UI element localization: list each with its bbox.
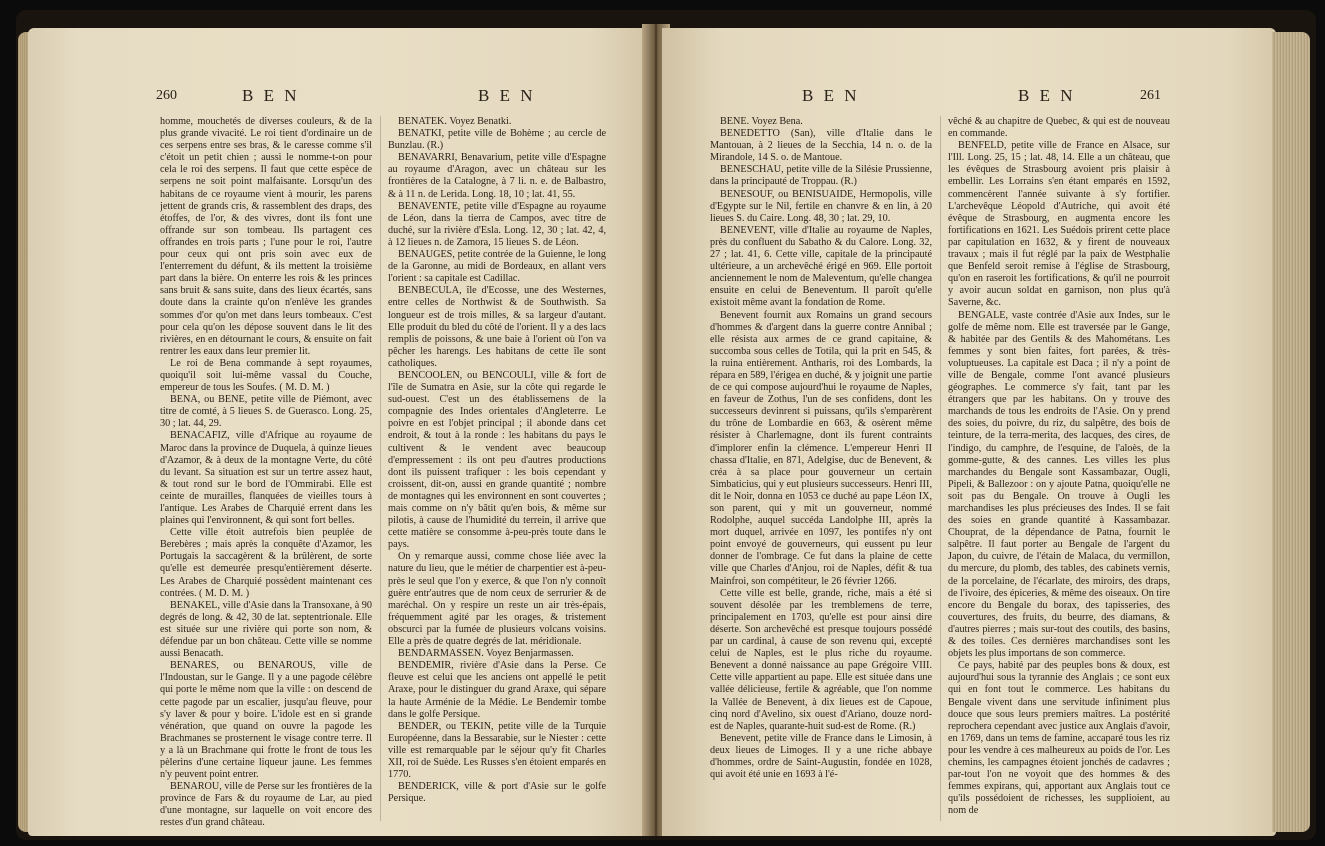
running-head-right-col1: B E N (802, 86, 860, 105)
entry-paragraph: homme, mouchetés de diverses couleurs, & de la plus grande vivacité. Le roi tient d'ordinaire un de ces serpens entre ses bras, & le caresse comme s'il c'étoit un petit chien ; aussi le nomme-t-on pour cela le roi des serpens. Il faut que cette espèce de serpens ne soit point malfaisante. Lorsqu'un des habitans de ce royaume vient à mourir, les parens jettent de grands cris, & rassemblent des draps, des étoffes, de l'or, & des vivres, dont ils font une offrande sur son tombeau. Ils partagent ces offrandes en trois parts ; l'une pour le roi, l'autre pour ceux qui ont pris soin avec eux de l'enterrement du défunt, & ils mettent la troisième part dans la bière. On enterre les rois & les princes sans bruit & sans suite, dans des lieux écartés, sans doute dans la crainte qu'on n'enlève les grandes sommes d'or qu'on met dans leurs tombeaux. C'est pour cela qu'on les dépose souvent dans le lit des rivières, en en détournant le cours, & ensuite on fait rentrer les eaux dans leur premier lit. (160, 116, 372, 357)
entry-paragraph: BENAVENTE, petite ville d'Espagne au royaume de Léon, dans la tierra de Campos, avec titre de duché, sur la rivière d'Esla. Long. 12, 30 ; lat. 42, 4, à 12 lieues n. de Zamora, 15 lieues S. de Léon. (388, 200, 606, 248)
left-column-1 (160, 116, 372, 828)
page-number-right: 261 (1140, 88, 1161, 103)
right-column-2 (948, 116, 1170, 828)
right-column-1 (710, 116, 932, 828)
entry-paragraph: Benevent, petite ville de France dans le Limosin, à deux lieues de Limoges. Il y a une riche abbaye d'hommes, ordre de Saint-Augustin, fondée en 1028, qui avoit été unie en 1693 à l'é- (710, 732, 932, 781)
entry-paragraph: BENA, ou BENE, petite ville de Piémont, avec titre de comté, à 5 lieues S. de Guerasco. Long. 25, 30 ; lat. 44, 29. (160, 394, 372, 430)
entry-paragraph: BENEVENT, ville d'Italie au royaume de Naples, près du confluent du Sabatho & du Calore. Long. 32, 27 ; lat. 41, 6. Cette ville, capitale de la principauté ultérieure, a un archevêché érigé en 969. Elle portoit anciennement le nom de Maleventum, qu'elle changea ensuite en celui de Beneventum. Il paroît qu'elle existoit même avant la fondation de Rome. (710, 224, 932, 309)
entry-paragraph: Cette ville est belle, grande, riche, mais a été si souvent désolée par les tremblemens de terre, principalement en 1703, qu'elle est pour ainsi dire déserte. Son archevêché est presque toujours possédé par un cardinal, à cause de son revenu qui, excepté celui de Naples, est le plus riche du royaume. Benevent a donné naissance au pape Grégoire VIII. Cette ville appartient au pape. Elle est située dans une vallée délicieuse, fertile & agréable, que l'on nomme la Vallée de Benevent, à dix lieues est de Capoue, cinq nord d'Avelino, six ouest d'Ariano, douze nord-est de Naples, quarante-huit sud-est de Rome. (R.) (710, 587, 932, 732)
entry-paragraph: BENARES, ou BENAROUS, ville de l'Indoustan, sur le Gange. Il y a une pagode célèbre qui porte le même nom que la ville : on descend de cette pagode par un escalier, jusqu'au fleuve, pour s'y laver & pour y boire. L'idole est en si grande vénération, que quand on ouvre la pagode les Brachmanes se prosternent le visage contre terre. Il y a là un Brachmane qui frotte le front de tous les pèlerins d'une certaine liqueur jaune. Les femmes n'y peuvent point entrer. (160, 660, 372, 781)
entry-paragraph: BENAVARRI, Benavarium, petite ville d'Espagne au royaume d'Aragon, avec un château sur les frontières de la Catalogne, à 7 li. n. e. de Balbastro, & à 11 n. de Lerida. Long. 18, 10 ; lat. 41, 55. (388, 152, 606, 200)
entry-paragraph: BENEDETTO (San), ville d'Italie dans le Mantouan, à 2 lieues de la Secchia, 14 n. o. de la Mirandole, 14 S. o. de Mantoue. (710, 128, 932, 164)
entry-paragraph: BENCOOLEN, ou BENCOULI, ville & fort de l'île de Sumatra en Asie, sur la côte qui regarde le sud-ouest. C'est un des établissemens de la compagnie des Indes orientales d'Angleterre. Le poivre en est l'objet principal ; il abonde dans cet endroit, & tout à la ronde : les habitans du pays le cultivent & le vendent avec beaucoup d'empressement : ils ont peu d'autres productions dont ils puissent trafiquer : les bois cependant y croissent, dit-on, aussi en grande quantité ; nombre de montagnes qui les environnent en sont couvertes ; mais comme on n'y bâtit qu'en bois, & même sur pilotis, à cause de l'humidité du terrein, il arrive que cette matière se consomme à-peu-près toute dans le pays. (388, 369, 606, 551)
running-head-left-col2: B E N (478, 86, 536, 105)
entry-paragraph: Ce pays, habité par des peuples bons & doux, est aujourd'hui sous la tyrannie des Anglais ; ce sont eux qui en font tout le commerce. Les habitans du Bengale vivent dans une servitude infiniment plus douce que sous leurs premiers maîtres. La postérité reprochera cependant avec justice aux Anglais d'avoir, en 1769, dans un tems de famine, accaparé tous les riz pour les vendre à ces malheureux au poids de l'or. Les chemins, les campagnes étoient jonchés de cadavres ; par-tout l'on ne voyoit que des hommes & des femmes expirans, qui, apportant aux Anglais tout ce qu'ils possédoient de richesses, les supplioient, au nom de (948, 660, 1170, 817)
entry-paragraph: BENE. Voyez Bena. (720, 116, 803, 127)
column-rule (940, 116, 941, 821)
entry-paragraph: BENAUGES, petite contrée de la Guienne, le long de la Garonne, au midi de Bordeaux, en allant vers l'orient : sa capitale est Cadillac. (388, 249, 606, 285)
entry-paragraph: BENATKI, petite ville de Bohème ; au cercle de Bunzlau. (R.) (388, 128, 606, 152)
left-page (28, 28, 650, 836)
entry-paragraph: BENAROU, ville de Perse sur les frontières de la province de Fars & du royaume de Lar, au pied d'une montagne, sur laquelle on voit encore des restes d'un grand château. (160, 781, 372, 828)
entry-paragraph: BENDEMIR, rivière d'Asie dans la Perse. Ce fleuve est celui que les anciens ont appellé le petit Araxe, pour le distinguer du grand Araxe, qui sépare la haute Arménie de la Médie. Le Bendemir tombe dans le golfe Persique. (388, 660, 606, 720)
running-head-left-col1: B E N (242, 86, 300, 105)
page-number-left: 260 (156, 88, 177, 103)
entry-paragraph: BENACAFIZ, ville d'Afrique au royaume de Maroc dans la province de Duquela, à quinze lieues d'Azamor, & à deux de la montagne Verte, du côté du levant. Sa situation est sur un tertre assez haut, & tout rond sur le bord de l'Ommirabi. Elle est ceinte de murailles, flanquées de vieilles tours à l'antique. Les Arabes de Charquié errent dans les plaines qui l'environnent, & qui sont fort belles. (160, 430, 372, 527)
entry-paragraph: vêché & au chapitre de Quebec, & qui est de nouveau en commande. (948, 116, 1170, 140)
entry-paragraph: BENDER, ou TEKIN, petite ville de la Turquie Européenne, dans la Bessarabie, sur le Niester : cette ville est remarquable par le séjour qu'y fit Charles XII, roi de Suède. Les Russes s'en étoient emparés en 1770. (388, 720, 606, 781)
entry-paragraph: BENATEK. Voyez Benatki. (398, 116, 512, 127)
page-edges-right (1272, 32, 1310, 832)
entry-paragraph: Le roi de Bena commande à sept royaumes, quoiqu'il soit lui-même vassal du Couche, empereur de tous les Soufes. ( M. D. M. ) (160, 357, 372, 394)
running-head-right-col2: B E N (1018, 86, 1076, 105)
book (16, 10, 1316, 840)
entry-paragraph: BENESOUF, ou BENISUAIDE, Hermopolis, ville d'Egypte sur le Nil, fertile en chanvre & en lin, à 20 lieues S. du Caire. Long. 48, 30 ; lat. 29, 10. (710, 188, 932, 224)
entry-paragraph: BENFELD, petite ville de France en Alsace, sur l'Ill. Long. 25, 15 ; lat. 48, 14. Elle a un château, que les évêques de Strasbourg avoient pris plaisir à embellir. Les Lorrains s'en étant emparés en 1592, commencèrent l'année suivante à s'y fortifier. L'archevêque Léopold d'Autriche, qui avoit été évêque de Strasbourg, en augmenta encore les fortifications en 1621. Les Suédois prirent cette place par capitulation en 1632, & y firent de nouveaux travaux ; mais il fut réglé par la paix de Westphalie que Benfeld seroit remise à l'église de Strasbourg, qu'on en raseroit les fortifications, & qu'il ne pourroit y avoir aucun soldat en garnison, non plus qu'à Saverne, &c. (948, 140, 1170, 309)
entry-paragraph: BENBECULA, île d'Ecosse, une des Westernes, entre celles de Northwist & de Southwisth. Sa longueur est de trois milles, & sa largeur d'autant. Elle produit du bled du côté de l'orient. Il y a des lacs remplis de poissons, & une baie à l'orient où l'on va pêcher les harengs. Les habitans de cette île sont catholiques. (388, 285, 606, 369)
entry-paragraph: BENGALE, vaste contrée d'Asie aux Indes, sur le golfe de même nom. Elle est traversée par le Gange, & habitée par des Gentils & des Mahométans. Les femmes y sont bien faites, fort parées, & très-voluptueuses. La capitale est Daca ; il n'y a point de ville de Bengale, comme l'ont avancé plusieurs géographes. Le commerce s'y fait, tant par les étrangers que par les habitans. On y trouve des marchands de tous les endroits de l'Asie. On y prend des soies, du poivre, du riz, du salpêtre, des bois de teinture, de la terra-merita, des lacques, des cires, de l'indigo, du camphre, de l'esquine, de l'aloès, de la gomme-gutte, & des cannes. Les villes les plus marchandes du Bengale sont Kassambazar, Ougli, Pipeli, & Ballezoor : on y ajoute Patna, quoiqu'elle ne soit pas du Bengale. On trouve à Ougli les marchandises les plus précieuses des Indes. Il se fait des soies en grande quantité à Kassambazar. Chouprat, de la dépendance de Patna, fournit le salpêtre. Il faut porter au Bengale de l'argent du Japon, du cuivre, de l'étain de Malaca, du vermillon, du mercure, du plomb, des tables, des cabinets vernis, de la porcelaine, de l'écarlate, des miroirs, des draps, de l'ivoire, des épiceries, & même des oiseaux. On tire encore du Bengale du borax, des tapisseries, des couvertures, des fruits, du beurre, des diamans, & d'autres pierres ; mais sur-tout des coutils, des basins, & des toiles. Ces dernières marchandises sont les objets les plus importans de son commerce. (948, 309, 1170, 660)
entry-paragraph: On y remarque aussi, comme chose liée avec la nature du lieu, que le métier de charpentier est à-peu-près le seul que l'on y exerce, & que l'on n'y connoît guère entr'autres que de nom ceux de serrurier & de maréchal. On y respire un reste un air très-épais, fréquemment agité par les orages, & tristement obscurci par la fumée de plusieurs volcans voisins. Elle a près de quatre degrés de lat. méridionale. (388, 551, 606, 648)
entry-paragraph: BENESCHAU, petite ville de la Silésie Prussienne, dans la principauté de Troppau. (R.) (710, 164, 932, 188)
right-page (662, 28, 1276, 836)
entry-paragraph: Benevent fournit aux Romains un grand secours d'hommes & d'argent dans la guerre contre Annibal ; elle résista aux armes de ce grand capitaine, & succomba sous celles de Totila, qui la prit en 545, & la ruina entièrement. Antharis, roi des Lombards, la répara en 589, l'érigea en duché, & y joignit une partie de ce qui compose aujourd'hui le royaume de Naples, en faveur de Zothus, l'un de ses confidens, dont les successeurs devinrent si puissans, qu'ils s'emparèrent du trône de Lombardie en 663, & osèrent même résister à Charlemagne, dont ils furent contraints d'implorer enfin la clémence. L'empereur Henri II chassa d'Italie, en 871, Adelgise, duc de Benevent, & créa à sa place pour gouverneur un certain Simbaticius, qui y eut plusieurs successeurs. Henri III, dit le Noir, donna en 1053 ce duché au pape Léon IX, son parent, qui y mit un gouverneur, nommé Rodolphe, auquel succéda Landolphe III, après la mort duquel, arrivée en 1097, les pontifes n'y ont point envoyé de gouverneurs, qui eussent pu leur donner de l'ombrage. Ce fut dans la plaine de cette ville que Charles d'Anjou, roi de Naples, défit & tua Mainfroi, son compétiteur, le 26 février 1266. (710, 309, 932, 587)
entry-paragraph: Cette ville étoit autrefois bien peuplée de Berebères ; mais après la conquête d'Azamor, les Portugais la saccagèrent & la brûlèrent, de sorte qu'elle est demeurée presqu'entièrement déserte. Les Arabes de Charquié possèdent maintenant ces contrées. ( M. D. M. ) (160, 527, 372, 599)
entry-paragraph: BENDARMASSEN. Voyez Benjarmassen. (398, 648, 574, 660)
entry-paragraph: BENDERICK, ville & port d'Asie sur le golfe Persique. (388, 781, 606, 805)
left-column-2 (388, 116, 606, 828)
entry-paragraph: BENAKEL, ville d'Asie dans la Transoxane, à 90 degrés de long. & 42, 30 de lat. septentrionale. Elle est située sur une rivière qui porte son nom, & défendue par un bon château. Cette ville se nomme aussi Benacath. (160, 599, 372, 660)
column-rule (380, 116, 381, 821)
